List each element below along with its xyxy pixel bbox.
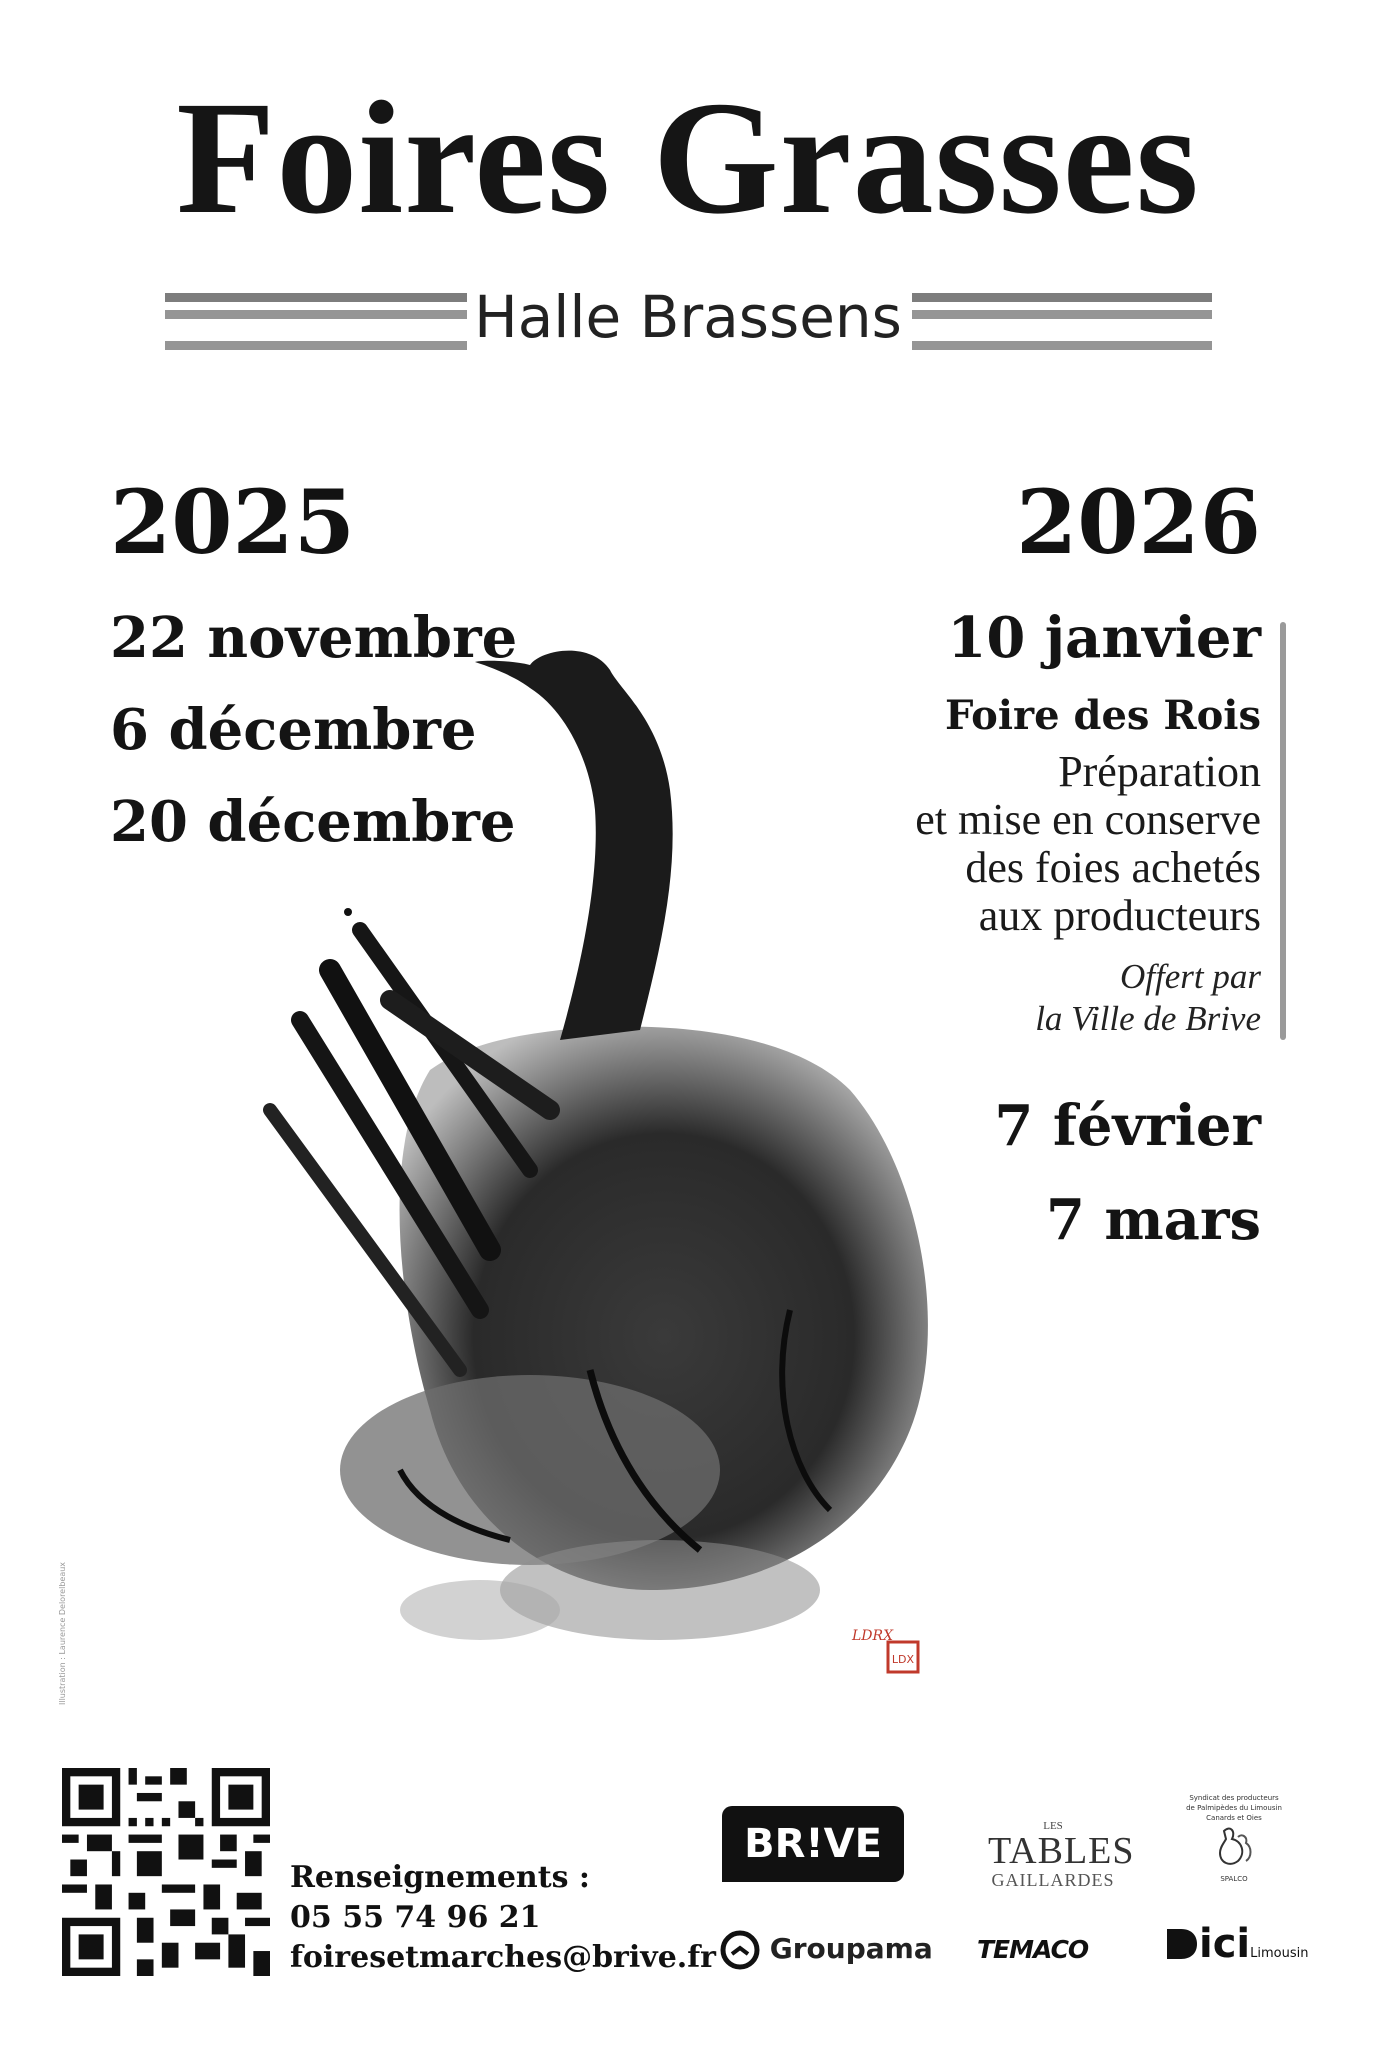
offert-line: Offert par xyxy=(1120,957,1261,996)
poster-title: Foires Grasses xyxy=(176,69,1200,248)
date-2025: 22 novembre xyxy=(110,605,518,671)
spalco-line: Syndicat des producteurs xyxy=(1189,1794,1279,1802)
spalco-name: SPALCO xyxy=(1220,1875,1248,1883)
groupama-label: Groupama xyxy=(769,1932,933,1965)
phone-number[interactable]: 05 55 74 96 21 xyxy=(290,1900,541,1935)
description-line: des foies achetés xyxy=(965,843,1261,892)
spalco-line: de Palmipèdes du Limousin xyxy=(1186,1804,1282,1812)
temaco-logo: TEMACO xyxy=(977,1935,1089,1964)
tables-label: TABLES xyxy=(988,1830,1135,1872)
email-link[interactable]: foiresetmarches@brive.fr xyxy=(290,1940,716,1975)
year-2026: 2026 xyxy=(1016,470,1261,574)
offert-note xyxy=(1035,956,1261,1040)
date-2026-label: 10 janvier xyxy=(947,605,1261,671)
tables-gaillardes-logo xyxy=(988,1820,1135,1891)
ici-sub-label: Limousin xyxy=(1250,1946,1309,1961)
offert-line: la Ville de Brive xyxy=(1035,999,1261,1038)
ici-limousin-logo xyxy=(1165,1921,1309,1967)
tables-small-label: LES xyxy=(1043,1820,1063,1832)
ici-icon xyxy=(1165,1927,1199,1961)
illustration-credit: Illustration : Laurence Delorelbeaux xyxy=(58,1561,67,1705)
foire-des-rois-title: Foire des Rois xyxy=(944,692,1261,739)
ici-label: ici xyxy=(1199,1921,1251,1967)
description-line: aux producteurs xyxy=(978,891,1261,940)
poster-subtitle: Halle Brassens xyxy=(474,283,902,351)
stamp-text: LDRX xyxy=(852,1628,894,1644)
date-2026: 7 mars xyxy=(1045,1187,1261,1253)
gaillardes-label: GAILLARDES xyxy=(991,1870,1115,1890)
date-2026 xyxy=(947,605,1261,671)
groupama-logo xyxy=(720,1930,933,1970)
ducks-icon xyxy=(1212,1823,1256,1871)
spalco-line: Canards et Oies xyxy=(1206,1814,1262,1822)
divider-line xyxy=(1280,622,1286,1040)
description-line: et mise en conserve xyxy=(915,795,1261,844)
contact-label: Renseignements : xyxy=(290,1860,590,1895)
spalco-logo xyxy=(1168,1793,1300,1884)
date-2025: 20 décembre xyxy=(110,789,516,855)
date-2025: 6 décembre xyxy=(110,697,477,763)
foire-description xyxy=(915,748,1261,940)
qr-code[interactable] xyxy=(62,1768,270,1976)
groupama-icon xyxy=(720,1930,760,1970)
date-2026: 7 février xyxy=(994,1093,1261,1159)
svg-text:LDX: LDX xyxy=(891,1653,915,1666)
year-2025: 2025 xyxy=(110,470,355,574)
brive-logo: BR!VE xyxy=(722,1806,904,1882)
description-line: Préparation xyxy=(1058,747,1261,796)
